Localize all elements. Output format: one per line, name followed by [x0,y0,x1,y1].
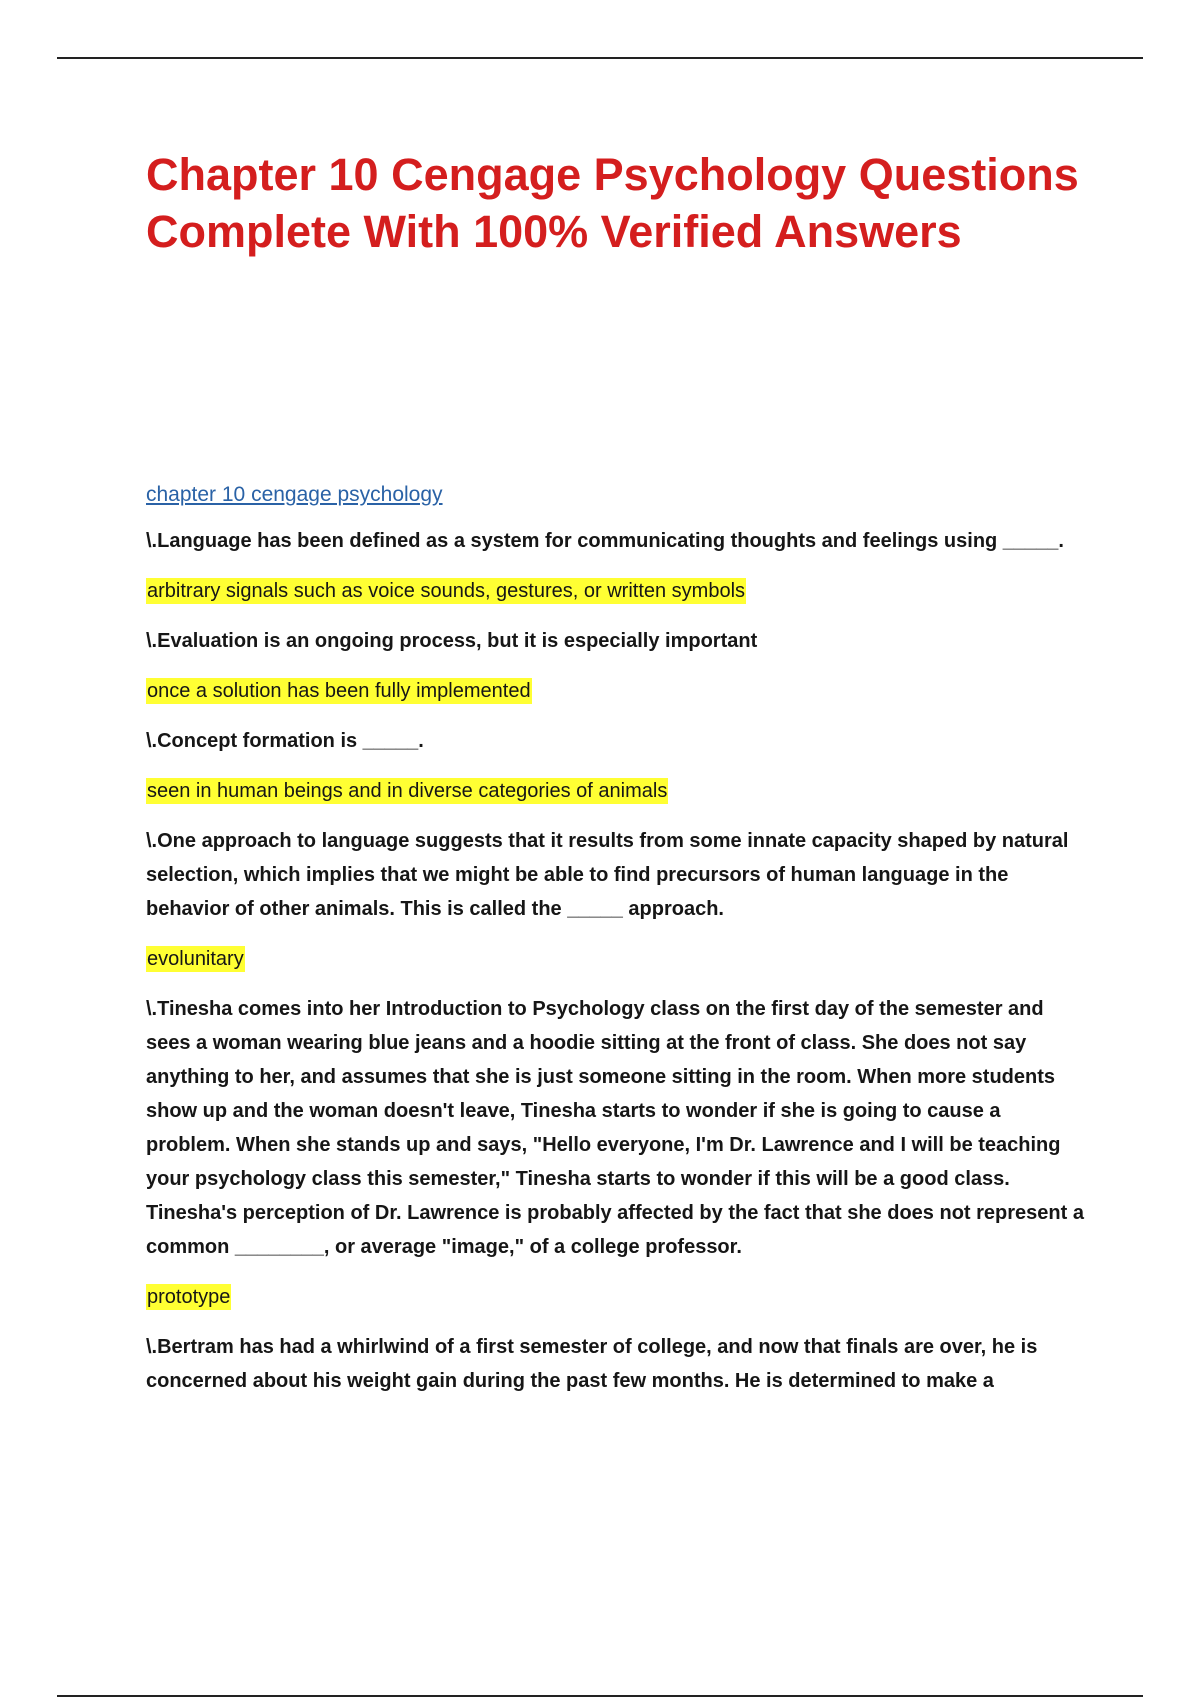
document-body [146,478,1086,1414]
answer-4 [146,942,1086,976]
answer-4-text: evolunitary [147,948,244,970]
question-2: \.Evaluation is an ongoing process, but it is especially important [146,630,758,652]
question-3: \.Concept formation is _____. [146,730,424,752]
answer-1 [146,574,1086,608]
answer-5-text: prototype [147,1286,231,1308]
top-rule [57,57,1143,59]
bottom-rule [57,1695,1143,1697]
question-5: \.Tinesha comes into her Introduction to Psychology class on the first day of the semester and sees a woman wearing blue jeans and a hoodie sitting at the front of class. She does not say anything to her, and assumes that she is just someone sitting in the room. When more students show up and the woman doesn't leave, Tinesha starts to wonder if she is going to cause a problem. When she stands up and says, "Hello everyone, I'm Dr. Lawrence and I will be teaching your psychology class this semester," Tinesha starts to wonder if this will be a good class. Tinesha's perception of Dr. Lawrence is probably affected by the fact that she does not represent a common ________, or average "image," of a college professor. [146,998,1084,1258]
answer-1-text: arbitrary signals such as voice sounds, gestures, or written symbols [147,580,746,602]
answer-3 [146,774,1086,808]
section-link[interactable]: chapter 10 cengage psychology [146,483,443,506]
question-4: \.One approach to language suggests that it results from some innate capacity shaped by natural selection, which implies that we might be able to find precursors of human language in the behavior of other animals. This is called the _____ approach. [146,830,1069,920]
answer-2-text: once a solution has been fully implemented [147,680,531,702]
answer-5 [146,1280,1086,1314]
question-6: \.Bertram has had a whirlwind of a first semester of college, and now that finals are over, he is concerned about his weight gain during the past few months. He is determined to make a [146,1336,1038,1392]
document-title: Chapter 10 Cengage Psychology Questions Complete With 100% Verified Answers [146,149,1079,257]
question-1: \.Language has been defined as a system for communicating thoughts and feelings using _____. [146,530,1064,552]
answer-2 [146,674,1086,708]
answer-3-text: seen in human beings and in diverse categories of animals [147,780,668,802]
